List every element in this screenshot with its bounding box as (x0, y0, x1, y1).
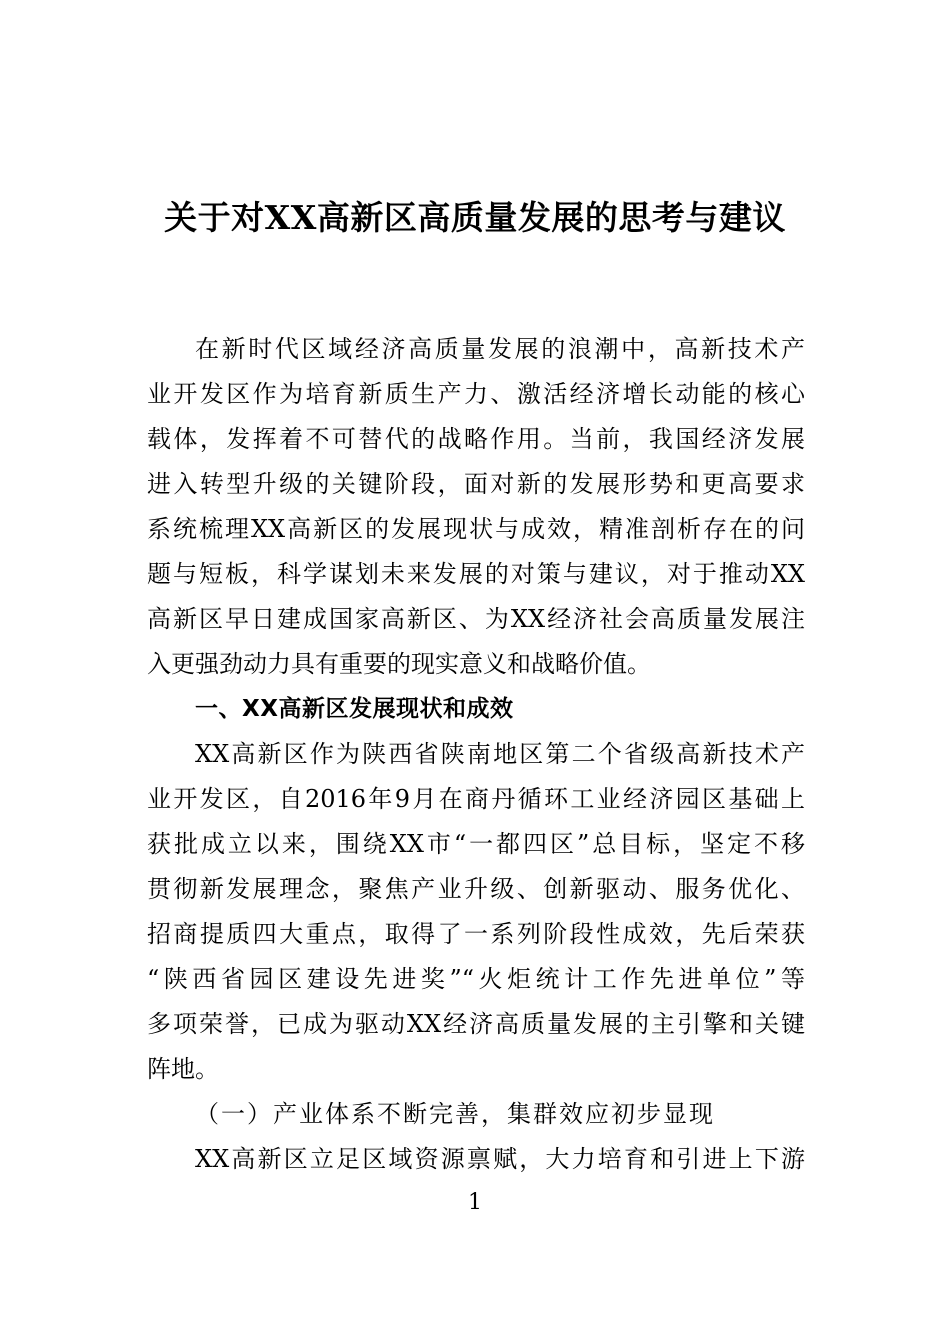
paragraph-3-line-1: XX高新区立足区域资源禀赋，大力培育和引进上下游 (195, 1145, 805, 1173)
document-title: 关于对XX高新区高质量发展的思考与建议 (164, 198, 786, 237)
page-number: 1 (468, 1190, 482, 1215)
paragraph-1-line-6: 题与短板，科学谋划未来发展的对策与建议，对于推动XX (147, 560, 805, 588)
paragraph-2-line-2: 业开发区，自2016年9月在商丹循环工业经济园区基础上 (147, 785, 805, 813)
paragraph-1-line-4: 进入转型升级的关键阶段，面对新的发展形势和更高要求 (147, 470, 805, 498)
paragraph-1-line-5: 系统梳理XX高新区的发展现状与成效，精准剖析存在的问 (147, 515, 805, 543)
paragraph-1-line-3: 载体，发挥着不可替代的战略作用。当前，我国经济发展 (147, 425, 805, 453)
paragraph-2-line-6: “陕西省园区建设先进奖”“火炬统计工作先进单位”等 (147, 965, 805, 993)
paragraph-2-line-4: 贯彻新发展理念，聚焦产业升级、创新驱动、服务优化、 (147, 875, 805, 903)
paragraph-2-line-1: XX高新区作为陕西省陕南地区第二个省级高新技术产 (195, 740, 805, 768)
paragraph-2-line-7: 多项荣誉，已成为驱动XX经济高质量发展的主引擎和关键 (147, 1010, 805, 1038)
paragraph-1-line-8: 入更强劲动力具有重要的现实意义和战略价值。 (147, 650, 651, 678)
paragraph-2-line-5: 招商提质四大重点，取得了一系列阶段性成效，先后荣获 (147, 920, 805, 948)
paragraph-1-line-7: 高新区早日建成国家高新区、为XX经济社会高质量发展注 (147, 605, 805, 633)
paragraph-2-line-3: 获批成立以来，围绕XX市“一都四区”总目标，坚定不移 (147, 830, 805, 858)
subsection-heading-1: （一）产业体系不断完善，集群效应初步显现 (195, 1100, 715, 1128)
paragraph-2-line-8: 阵地。 (147, 1055, 219, 1083)
section-heading-1: 一、XX高新区发展现状和成效 (195, 696, 514, 722)
paragraph-1-line-1: 在新时代区域经济高质量发展的浪潮中，高新技术产 (195, 335, 805, 363)
paragraph-1-line-2: 业开发区作为培育新质生产力、激活经济增长动能的核心 (147, 380, 805, 408)
